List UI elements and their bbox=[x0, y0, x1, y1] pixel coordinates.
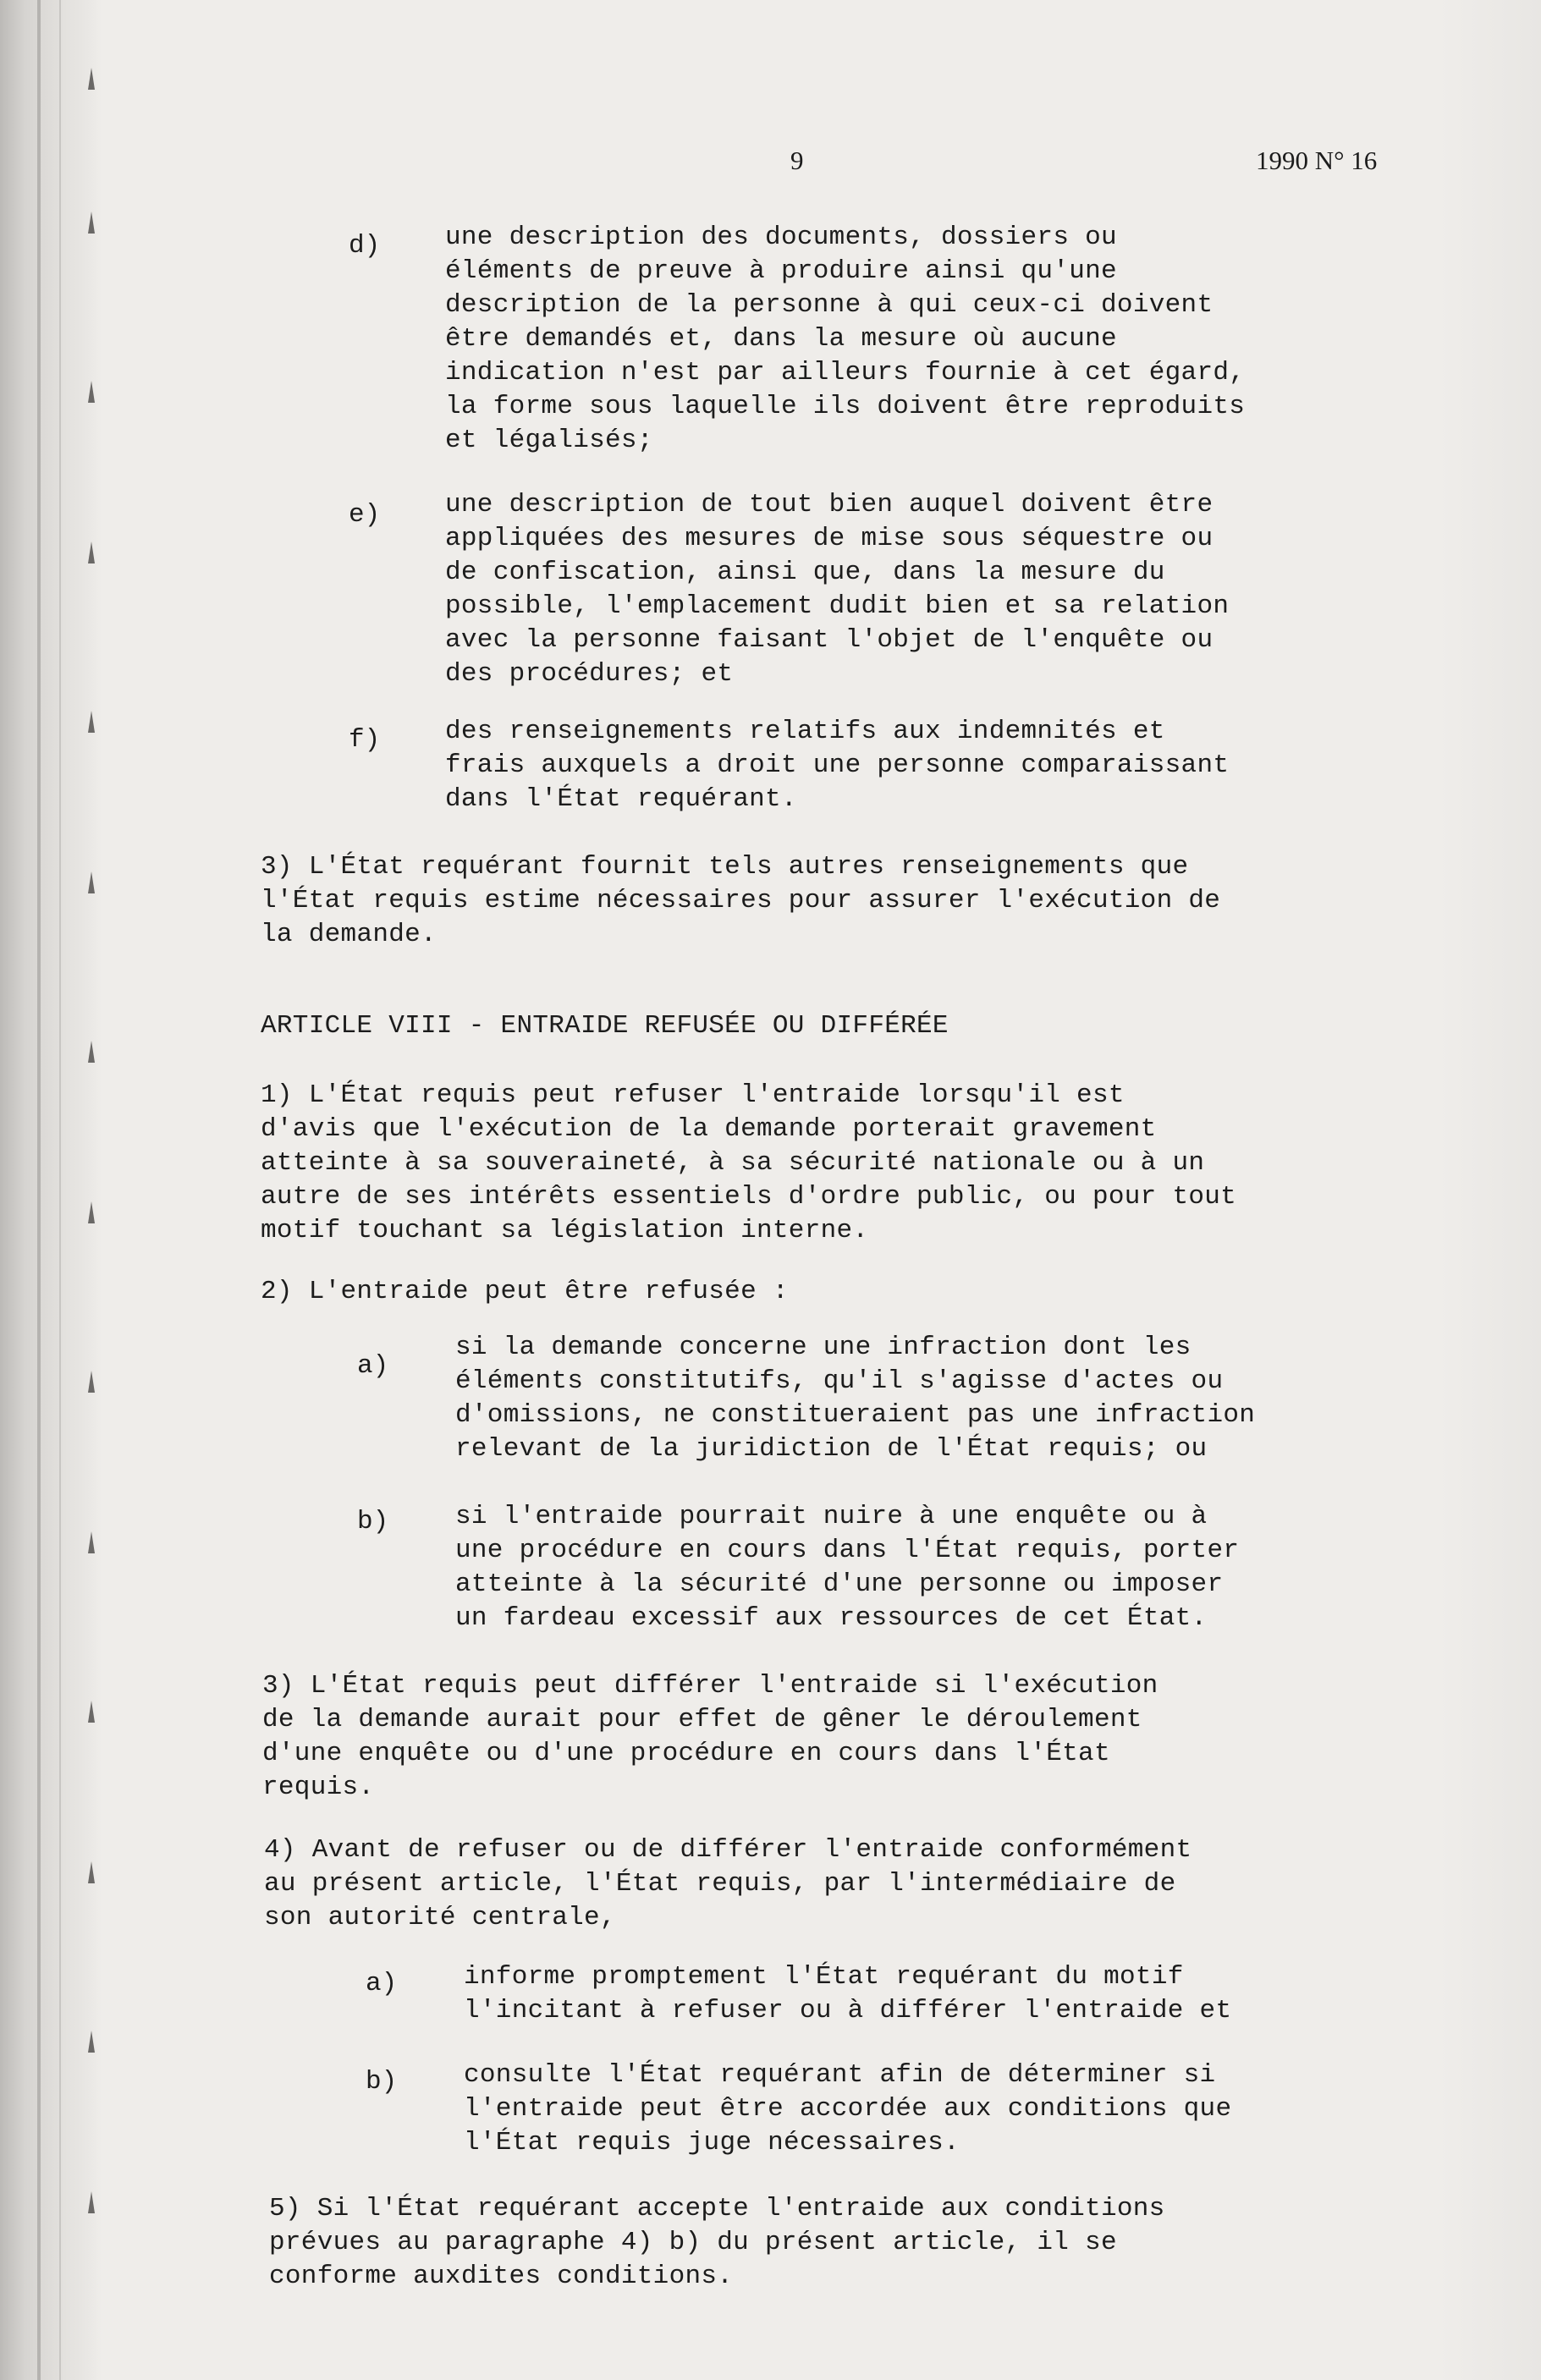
text-line: frais auxquels a droit une personne comparaissant bbox=[445, 750, 1230, 780]
text-line: autre de ses intérêts essentiels d'ordre public, ou pour tout bbox=[261, 1182, 1237, 1212]
text-line: des procédures; et bbox=[445, 659, 734, 689]
text-line: éléments constitutifs, qu'il s'agisse d'actes ou bbox=[455, 1366, 1224, 1396]
binding-tick bbox=[85, 1701, 93, 1726]
text-line: avec la personne faisant l'objet de l'enquête ou bbox=[445, 625, 1214, 655]
text-line: possible, l'emplacement dudit bien et sa relation bbox=[445, 591, 1230, 621]
text-line: prévues au paragraphe 4) b) du présent article, il se bbox=[269, 2228, 1117, 2257]
binding-tick bbox=[85, 1041, 93, 1066]
text-line: de confiscation, ainsi que, dans la mesure du bbox=[445, 558, 1165, 587]
binding-tick bbox=[85, 1531, 93, 1557]
binding-tick bbox=[85, 2031, 93, 2056]
text-line: motif touchant sa législation interne. bbox=[261, 1216, 869, 1245]
text-line: son autorité centrale, bbox=[264, 1903, 616, 1932]
text-line: description de la personne à qui ceux-ci doivent bbox=[445, 290, 1214, 320]
text-line: une description de tout bien auquel doivent être bbox=[445, 490, 1214, 519]
text-line: éléments de preuve à produire ainsi qu'une bbox=[445, 256, 1117, 286]
binding-edge bbox=[0, 0, 102, 2380]
binding-line bbox=[59, 0, 61, 2380]
article-heading: ARTICLE VIII - ENTRAIDE REFUSÉE OU DIFFÉRÉE bbox=[261, 1011, 949, 1041]
text-line: 3) L'État requis peut différer l'entraide si l'exécution bbox=[262, 1671, 1159, 1701]
text-line: 1) L'État requis peut refuser l'entraide lorsqu'il est bbox=[261, 1080, 1125, 1110]
binding-tick bbox=[85, 871, 93, 897]
text-line: si la demande concerne une infraction dont les bbox=[455, 1333, 1192, 1362]
text-line: consulte l'État requérant afin de déterminer si bbox=[464, 2060, 1216, 2090]
binding-tick bbox=[85, 1861, 93, 1887]
text-line: une description des documents, dossiers ou bbox=[445, 223, 1117, 252]
text-line: l'État requis estime nécessaires pour assurer l'exécution de bbox=[261, 886, 1221, 915]
text-line: d'omissions, ne constitueraient pas une infraction bbox=[455, 1400, 1256, 1430]
text-line: 4) Avant de refuser ou de différer l'entraide conformément bbox=[264, 1835, 1192, 1865]
text-line: conforme auxdites conditions. bbox=[269, 2262, 734, 2291]
binding-tick bbox=[85, 1371, 93, 1396]
text-line: un fardeau excessif aux ressources de cet État. bbox=[455, 1603, 1208, 1633]
text-line: l'État requis juge nécessaires. bbox=[464, 2128, 960, 2157]
text-line: et légalisés; bbox=[445, 426, 653, 455]
text-line: la demande. bbox=[261, 920, 437, 949]
text-line: relevant de la juridiction de l'État requis; ou bbox=[455, 1434, 1208, 1464]
text-line: appliquées des mesures de mise sous séquestre ou bbox=[445, 524, 1214, 553]
item-label: a) bbox=[366, 1969, 398, 1998]
text-line: informe promptement l'État requérant du motif bbox=[464, 1962, 1184, 1992]
text-line: d'avis que l'exécution de la demande porterait gravement bbox=[261, 1114, 1157, 1144]
binding-tick bbox=[85, 541, 93, 567]
binding-tick bbox=[85, 381, 93, 406]
text-line: l'incitant à refuser ou à différer l'entraide et bbox=[464, 1996, 1232, 2025]
text-line: 3) L'État requérant fournit tels autres renseignements que bbox=[261, 852, 1189, 882]
text-line: atteinte à la sécurité d'une personne ou imposer bbox=[455, 1569, 1224, 1599]
binding-tick bbox=[85, 2191, 93, 2217]
text-line: la forme sous laquelle ils doivent être reproduits bbox=[445, 392, 1246, 421]
item-label: d) bbox=[349, 231, 381, 261]
binding-line bbox=[37, 0, 41, 2380]
text-line: dans l'État requérant. bbox=[445, 784, 797, 814]
text-line: indication n'est par ailleurs fournie à cet égard, bbox=[445, 358, 1246, 388]
text-line: de la demande aurait pour effet de gêner le déroulement bbox=[262, 1705, 1142, 1734]
text-line: requis. bbox=[262, 1773, 375, 1802]
text-line: être demandés et, dans la mesure où aucune bbox=[445, 324, 1117, 354]
text-line: 5) Si l'État requérant accepte l'entraide aux conditions bbox=[269, 2194, 1165, 2223]
binding-tick bbox=[85, 212, 93, 237]
binding-tick bbox=[85, 68, 93, 93]
binding-tick bbox=[85, 711, 93, 736]
text-line: l'entraide peut être accordée aux conditions que bbox=[464, 2094, 1232, 2124]
binding-tick bbox=[85, 1201, 93, 1227]
text-line: atteinte à sa souveraineté, à sa sécurité nationale ou à un bbox=[261, 1148, 1205, 1178]
document-reference: 1990 N° 16 bbox=[1256, 146, 1378, 175]
item-label: f) bbox=[349, 725, 381, 755]
item-label: b) bbox=[366, 2067, 398, 2097]
text-line: si l'entraide pourrait nuire à une enquête ou à bbox=[455, 1502, 1208, 1531]
text-line: une procédure en cours dans l'État requis, porter bbox=[455, 1536, 1240, 1565]
text-line: 2) L'entraide peut être refusée : bbox=[261, 1277, 789, 1306]
item-label: e) bbox=[349, 500, 381, 530]
text-line: d'une enquête ou d'une procédure en cours dans l'État bbox=[262, 1739, 1110, 1768]
page-number: 9 bbox=[790, 146, 804, 175]
item-label: a) bbox=[357, 1351, 389, 1381]
text-line: au présent article, l'État requis, par l'intermédiaire de bbox=[264, 1869, 1176, 1899]
item-label: b) bbox=[357, 1507, 389, 1536]
text-line: des renseignements relatifs aux indemnités et bbox=[445, 717, 1165, 746]
